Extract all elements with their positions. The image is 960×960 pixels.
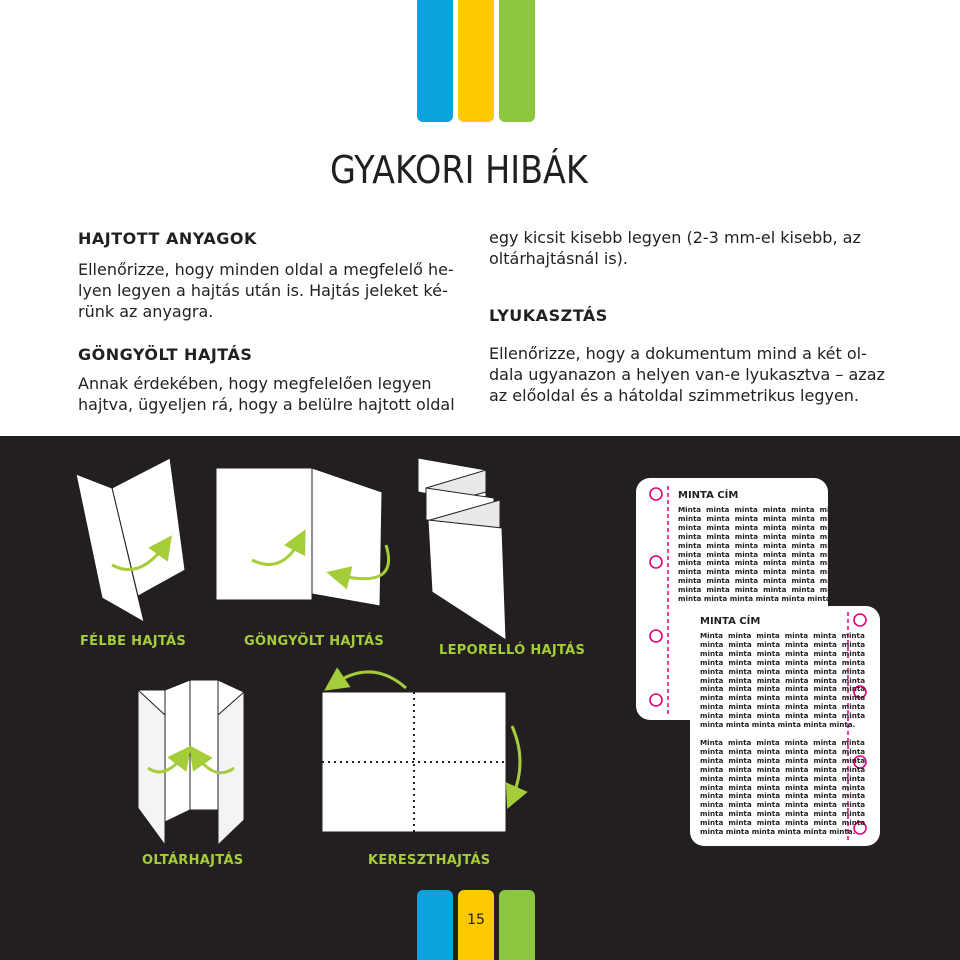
half-fold-illustration <box>76 458 185 622</box>
paragraph-line: az előoldal és a hátoldal szimmetrikus legyen. <box>489 386 860 405</box>
caption-leporello-hajtas: LEPORELLÓ HAJTÁS <box>439 643 586 658</box>
paragraph-line: lyen legyen a hajtás után is. Hajtás jeleket ké- <box>78 281 448 300</box>
card-back-title: MINTA CÍM <box>678 490 739 501</box>
paragraph-line: Ellenőrizze, hogy minden oldal a megfelelő he- <box>78 260 454 279</box>
heading-gongyolt-hajtas: GÖNGYÖLT HAJTÁS <box>78 345 253 364</box>
paragraph-line: egy kicsit kisebb legyen (2-3 mm-el kisebb, az <box>489 228 861 247</box>
caption-felbe-hajtas: FÉLBE HAJTÁS <box>80 634 187 649</box>
roll-fold-illustration <box>216 468 389 606</box>
caption-keresztahajtas: KERESZTHAJTÁS <box>368 853 491 868</box>
green-bar <box>499 890 535 960</box>
heading-hajtott-anyagok: HAJTOTT ANYAGOK <box>78 229 257 248</box>
blue-bar <box>417 890 453 960</box>
paragraph-line: hajtva, ügyeljen rá, hogy a belülre hajtott oldal <box>78 395 455 414</box>
gate-fold-illustration <box>138 680 244 845</box>
paragraph-line: Ellenőrizze, hogy a dokumentum mind a két ol- <box>489 344 867 363</box>
card-back-body: Minta minta minta minta minta minta minta minta minta minta minta minta minta minta minta minta minta minta minta minta minta minta minta minta minta minta minta minta minta minta minta minta minta minta minta minta minta minta minta minta minta minta minta minta minta minta minta minta minta minta minta minta minta minta minta minta minta minta minta minta minta minta minta minta minta minta. <box>678 505 844 604</box>
paragraph-line: rünk az anyagra. <box>78 302 214 321</box>
page-title: GYAKORI HIBÁK <box>330 148 588 192</box>
card-front-body-1: Minta minta minta minta minta minta minta minta minta minta minta minta minta minta minta minta minta minta minta minta minta minta minta minta minta minta minta minta minta minta minta minta minta minta minta minta minta minta minta minta minta minta minta minta minta minta minta minta minta minta minta minta minta minta minta minta minta minta minta minta minta minta minta minta minta minta. <box>700 631 866 730</box>
leporello-illustration <box>418 458 506 640</box>
card-front-body-2: Minta minta minta minta minta minta minta minta minta minta minta minta minta minta minta minta minta minta minta minta minta minta minta minta minta minta minta minta minta minta minta minta minta minta minta minta minta minta minta minta minta minta minta minta minta minta minta minta minta minta minta minta minta minta minta minta minta minta minta minta minta minta minta minta minta minta. <box>700 738 866 837</box>
caption-oltarhajtas: OLTÁRHAJTÁS <box>142 853 244 868</box>
page-number: 15 <box>467 912 485 928</box>
paragraph-line: Annak érdekében, hogy megfelelően legyen <box>78 374 432 393</box>
caption-gongyolt-hajtas: GÖNGYÖLT HAJTÁS <box>244 634 385 649</box>
heading-lyukasztas: LYUKASZTÁS <box>489 306 608 325</box>
paragraph-line: dala ugyanazon a helyen van-e lyukasztva – azaz <box>489 365 885 384</box>
paragraph-line: oltárhajtásnál is). <box>489 249 628 268</box>
card-front-title: MINTA CÍM <box>700 616 761 627</box>
cross-fold-illustration <box>322 672 520 832</box>
